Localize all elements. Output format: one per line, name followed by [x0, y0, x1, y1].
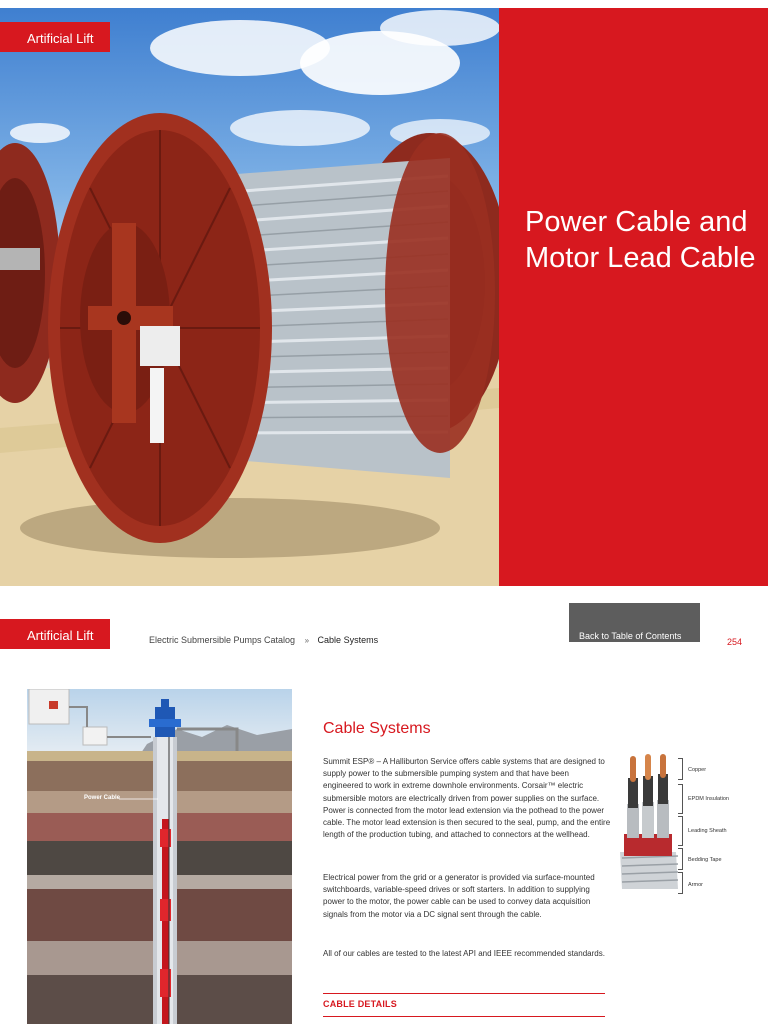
cover-title: Power Cable and Motor Lead Cable	[525, 206, 756, 274]
power-paragraph: Electrical power from the grid or a generator is provided via surface-mounted switchboards, variable-speed drives or soft starters. In addition to supplying power to the motor, the power cable can be used to convey data acquisition signals from the motor via a DC signal sent through the cable.	[323, 873, 595, 919]
callout-armor: Armor	[688, 882, 703, 888]
insulation-bracket	[678, 784, 683, 814]
details-divider-top	[323, 993, 605, 994]
intro-paragraph: Summit ESP® – A Halliburton Service offers cable systems that are designed to supply power to the submersible pumping system and that have been engineered to work in extreme downhole environments. Corsair™ electric submersible motors are electrically driven from power supplies on the surface. Power is connected from the motor lead extension via the pothead to the power cable. The motor lead extension is then secured to the seal, pump, and the entire length of the production tubing, and attached to connectors at the wellhead.	[323, 757, 611, 840]
callout-copper: Copper	[688, 767, 707, 773]
back-to-toc-button[interactable]: Back to Table of Contents	[569, 603, 700, 642]
standards-paragraph: All of our cables are tested to the latest API and IEEE recommended standards.	[323, 949, 605, 958]
section-tag-header: Artificial Lift	[0, 619, 110, 649]
page-number: 254	[727, 637, 743, 647]
bedding-bracket	[678, 848, 683, 870]
breadcrumb	[149, 635, 378, 645]
section-tag: Artificial Lift	[0, 22, 110, 52]
armor-bracket	[678, 872, 683, 894]
breadcrumb-current: Cable Systems	[317, 635, 379, 645]
cover-title-panel	[499, 8, 768, 586]
callout-bedding-tape: Bedding Tape	[688, 857, 722, 863]
cable-systems-page	[0, 586, 768, 1024]
breadcrumb-separator: »	[304, 636, 310, 645]
details-divider-bottom	[323, 1016, 605, 1017]
cable-details-heading[interactable]: CABLE DETAILS	[323, 999, 397, 1009]
well-diagram	[27, 689, 292, 1024]
callout-epdm-insulation: EPDM Insulation	[688, 796, 729, 802]
section-heading: Cable Systems	[323, 720, 431, 737]
power-cable-label: Power Cable	[84, 795, 121, 801]
callout-leading-sheath: Leading Sheath	[688, 828, 727, 834]
breadcrumb-catalog-link[interactable]: Electric Submersible Pumps Catalog	[149, 635, 296, 645]
sheath-bracket	[678, 816, 683, 846]
cable-reels-photo	[0, 8, 499, 586]
copper-bracket	[678, 758, 683, 780]
